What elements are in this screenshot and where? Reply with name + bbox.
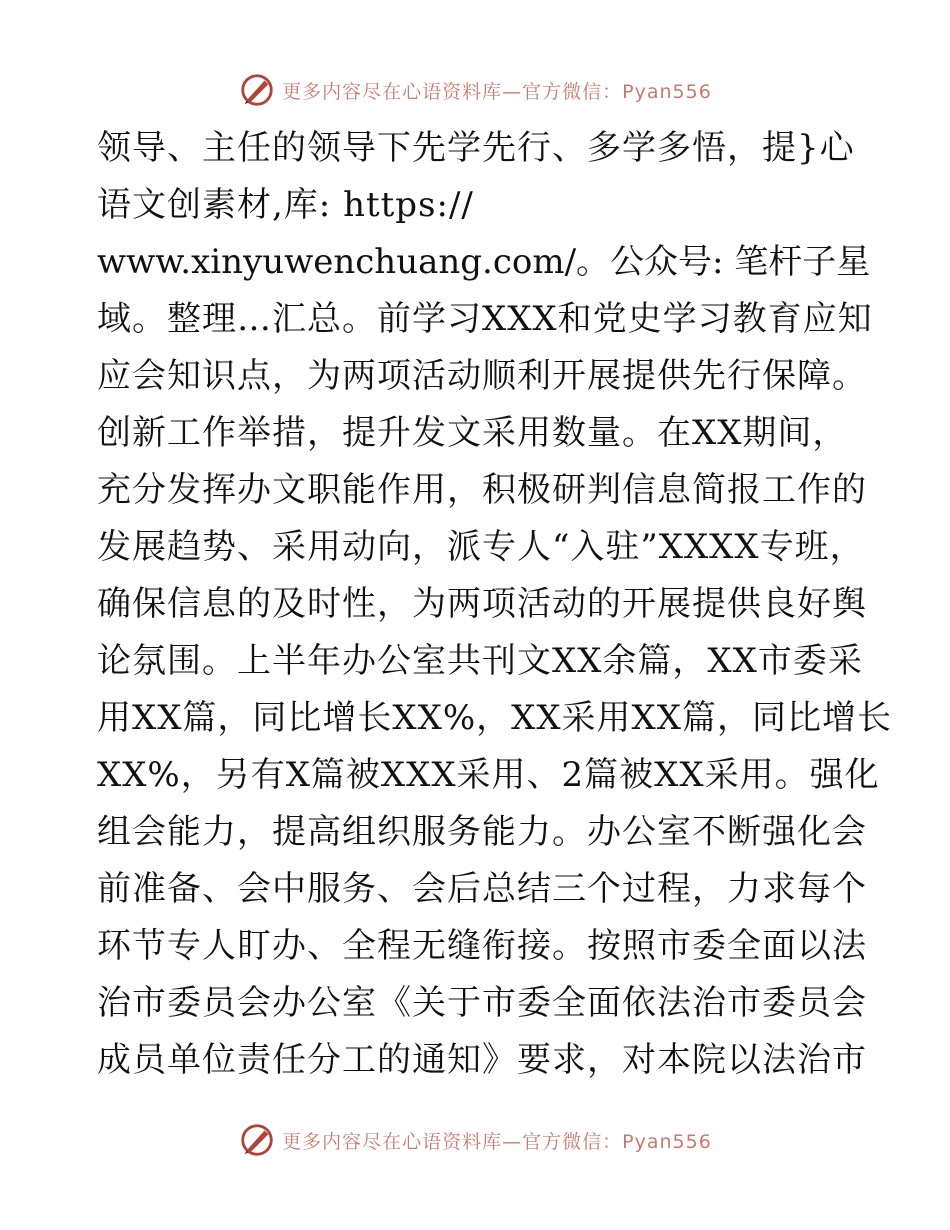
footer-banner-text: 更多内容尽在心语资料库—官方微信：Pyan556 (282, 1130, 712, 1153)
body-line: 语文创素材,库: https:// (97, 185, 474, 225)
pen-circle-logo-icon (238, 71, 276, 109)
pen-circle-logo-icon (238, 1121, 276, 1159)
body-line: 应会知识点，为两项活动顺利开展提供先行保障。 (97, 356, 867, 396)
footer-banner (0, 1120, 950, 1160)
body-line: 充分发挥办文职能作用，积极研判信息简报工作的 (97, 470, 867, 510)
body-line: 治市委员会办公室《关于市委全面依法治市委员会 (97, 983, 867, 1023)
document-body (97, 120, 892, 1089)
body-line: 组会能力，提高组织服务能力。办公室不断强化会 (97, 812, 867, 852)
body-line: 创新工作举措，提升发文采用数量。在XX期间， (97, 413, 848, 453)
body-line: 域。整理…汇总。前学习XXX和党史学习教育应知 (97, 299, 873, 339)
body-line: 确保信息的及时性，为两项活动的开展提供良好舆 (97, 584, 867, 624)
body-line: 用XX篇，同比增长XX%，XX采用XX篇，同比增长 (97, 698, 892, 738)
body-line: XX%，另有X篇被XXX采用、2篇被XX采用。强化 (97, 755, 880, 795)
body-line: 成员单位责任分工的通知》要求，对本院以法治市 (97, 1040, 867, 1080)
header-banner-text: 更多内容尽在心语资料库—官方微信：Pyan556 (282, 80, 712, 103)
body-line: 发展趋势、采用动向，派专人“入驻”XXXX专班， (97, 527, 865, 567)
body-line: 领导、主任的领导下先学先行、多学多悟，提}心 (97, 128, 855, 168)
header-banner (0, 70, 950, 110)
body-line: 论氛围。上半年办公室共刊文XX余篇，XX市委采 (97, 641, 863, 681)
body-line: 环节专人盯办、全程无缝衔接。按照市委全面以法 (97, 926, 867, 966)
body-line: www.xinyuwenchuang.com/。公众号: 笔杆子星 (97, 242, 871, 282)
body-line: 前准备、会中服务、会后总结三个过程，力求每个 (97, 869, 867, 909)
